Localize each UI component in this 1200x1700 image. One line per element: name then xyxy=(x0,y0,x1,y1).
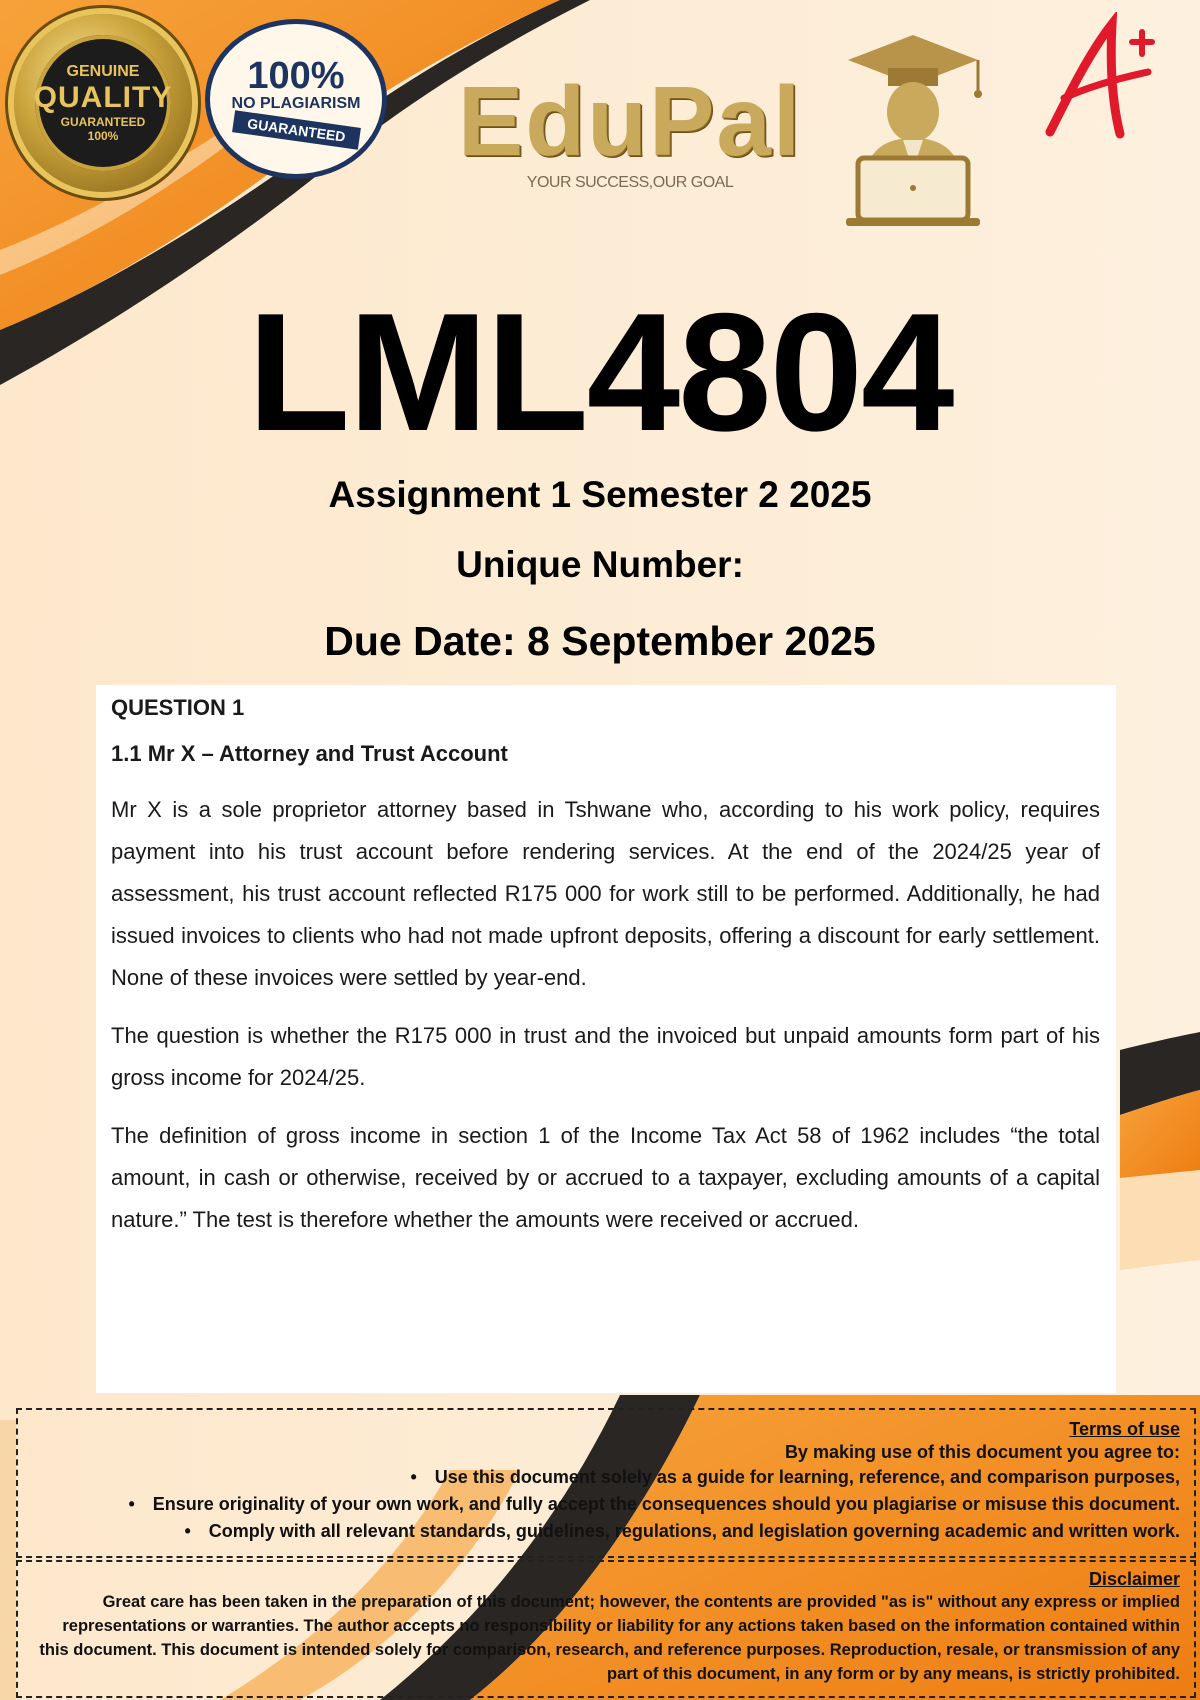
due-date: Due Date: 8 September 2025 xyxy=(324,618,876,664)
genuine-quality-seal xyxy=(14,14,192,192)
edupal-logo xyxy=(450,66,810,192)
seal-line-3: GUARANTEED xyxy=(60,115,146,129)
terms-item xyxy=(32,1491,1180,1518)
bullet-icon: • xyxy=(184,1521,191,1541)
question-heading: QUESTION 1 xyxy=(111,695,245,720)
paragraph-3: The definition of gross income in section 1 of the Income Tax Act 58 of 1962 includes “the total amount, in cash or otherwise, received by or accrued to a taxpayer, excluding amounts of a capital nature.” The test is therefore whether the amounts were received or accrued. xyxy=(111,1123,1100,1232)
terms-item-text: Comply with all relevant standards, guidelines, regulations, and legislation governing academic and written work. xyxy=(208,1521,1180,1541)
terms-item-text: Use this document solely as a guide for learning, reference, and comparison purposes, xyxy=(434,1467,1180,1487)
logo-tagline: YOUR SUCCESS,OUR GOAL xyxy=(526,174,734,191)
noplag-percent: 100% xyxy=(247,55,345,97)
seal-inner xyxy=(35,35,171,171)
logo-wordmark: EduPal xyxy=(457,66,803,176)
content-panel xyxy=(96,685,1116,1393)
bullet-icon: • xyxy=(410,1467,417,1487)
disclaimer-text: Great care has been taken in the preparation of this document; however, the contents are provided "as is" without any express or implied representations or warranties. The author accepts no responsibility or liability for any actions taken based on the information contained within this document. This document is intended solely for comparison, research, and reference purposes. Reproduction, resale, or transmission of any part of this document, in any form or by any means, is strictly prohibited. xyxy=(39,1593,1180,1683)
paragraph-2: The question is whether the R175 000 in trust and the invoiced but unpaid amounts form part of his gross income for 2024/25. xyxy=(111,1023,1100,1090)
seal-line-1: GENUINE xyxy=(66,63,140,80)
terms-item-text: Ensure originality of your own work, and fully accept the consequences should you plagiarise or misuse this document. xyxy=(152,1494,1180,1514)
terms-item xyxy=(32,1518,1180,1545)
terms-of-use-box xyxy=(16,1408,1196,1558)
disclaimer-box xyxy=(16,1560,1196,1698)
terms-item xyxy=(32,1464,1180,1491)
no-plagiarism-seal xyxy=(210,24,382,174)
terms-list xyxy=(32,1464,1180,1545)
seal-line-2: QUALITY xyxy=(33,81,173,114)
assignment-title: Assignment 1 Semester 2 2025 xyxy=(328,474,872,515)
graduate-with-laptop-icon xyxy=(838,30,988,230)
noplag-text: NO PLAGIARISM xyxy=(231,95,361,112)
noplag-ribbon: GUARANTEED xyxy=(232,110,361,149)
paragraph-1: Mr X is a sole proprietor attorney based in Tshwane who, according to his work policy, requires payment into his trust account before rendering services. At the end of the 2024/25 year of assessment, his trust account reflected R175 000 for work still to be performed. Additionally, he had issued invoices to clients who had not made upfront deposits, offering a discount for early settlement. None of these invoices were settled by year-end. xyxy=(111,797,1100,990)
terms-lead: By making use of this document you agree to: xyxy=(784,1442,1180,1462)
seal-line-4: 100% xyxy=(87,129,119,143)
question-subheading: 1.1 Mr X – Attorney and Trust Account xyxy=(111,741,508,766)
course-code: LML4804 xyxy=(247,278,953,466)
disclaimer-title: Disclaimer xyxy=(1088,1569,1180,1589)
unique-number: Unique Number: xyxy=(456,544,744,585)
terms-title: Terms of use xyxy=(1069,1419,1180,1439)
a-plus-grade-mark xyxy=(1040,12,1160,152)
bullet-icon: • xyxy=(128,1494,135,1514)
